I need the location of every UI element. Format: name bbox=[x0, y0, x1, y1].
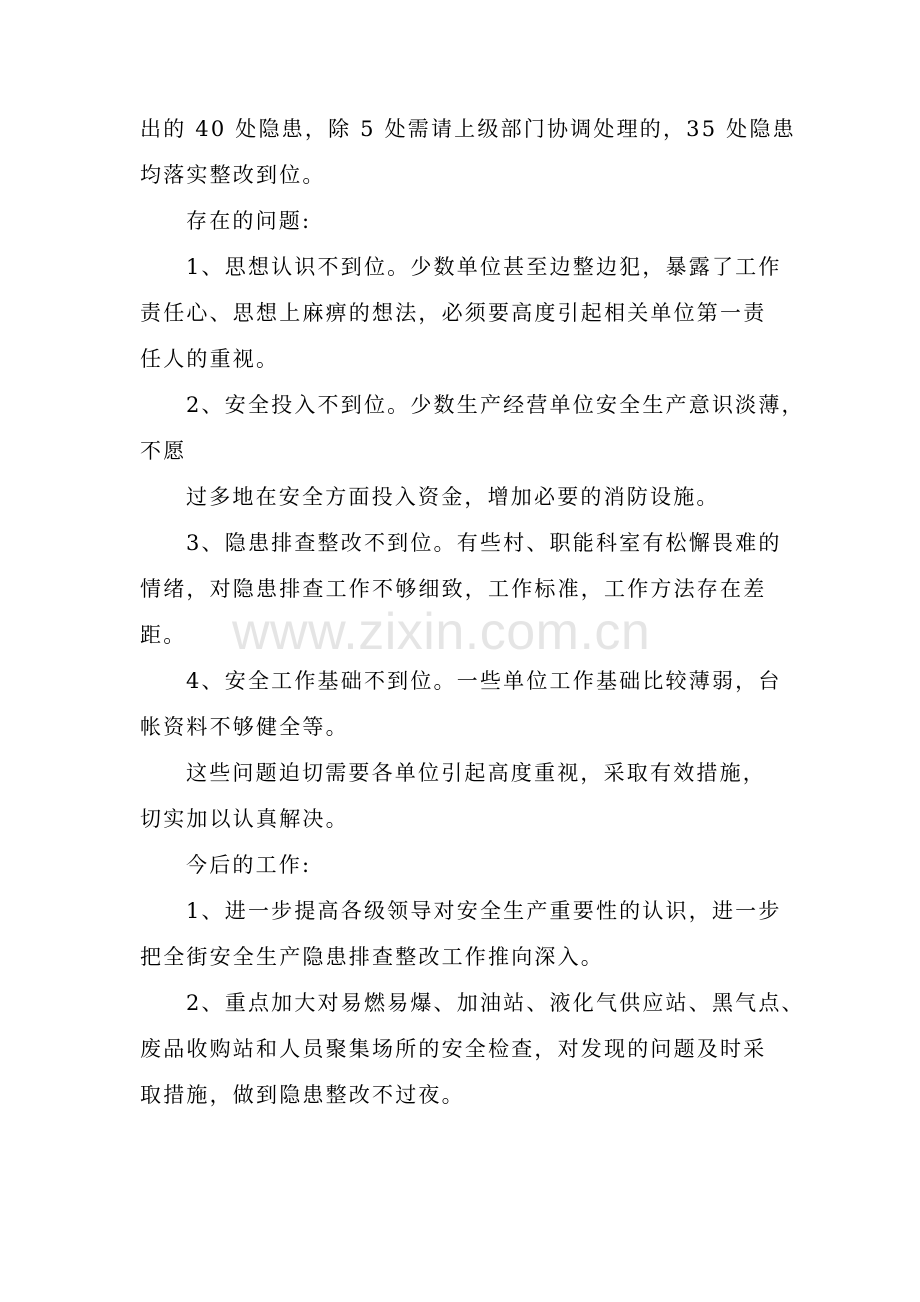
text-line: 帐资料不够健全等。 bbox=[140, 715, 349, 739]
text-line: 废品收购站和人员聚集场所的安全检查，对发现的问题及时采 bbox=[140, 1037, 767, 1061]
text-line: 3、隐患排查整改不到位。有些村、职能科室有松懈畏难的 bbox=[186, 531, 782, 555]
text-line: 4、安全工作基础不到位。一些单位工作基础比较薄弱，台 bbox=[186, 669, 782, 693]
text-line: 取措施，做到隐患整改不过夜。 bbox=[140, 1083, 465, 1107]
text-line: 责任心、思想上麻痹的想法，必须要高度引起相关单位第一责 bbox=[140, 301, 767, 325]
text-line: 均落实整改到位。 bbox=[140, 163, 326, 187]
section-heading-future-work: 今后的工作: bbox=[186, 853, 312, 877]
text-line: 情绪，对隐患排查工作不够细致，工作标准，工作方法存在差 bbox=[140, 577, 767, 601]
text-line: 任人的重视。 bbox=[140, 347, 280, 371]
text-line: 1、进一步提高各级领导对安全生产重要性的认识，进一步 bbox=[186, 899, 782, 923]
section-heading-problems: 存在的问题: bbox=[186, 209, 312, 233]
text-line: 2、重点加大对易燃易爆、加油站、液化气供应站、黑气点、 bbox=[186, 991, 805, 1015]
text-line: 把全街安全生产隐患排查整改工作推向深入。 bbox=[140, 945, 604, 969]
text-line: 切实加以认真解决。 bbox=[140, 807, 349, 831]
text-line: 出的 40 处隐患，除 5 处需请上级部门协调处理的，35 处隐患 bbox=[140, 117, 796, 141]
text-line: 2、安全投入不到位。少数生产经营单位安全生产意识淡薄， bbox=[186, 393, 805, 417]
text-line: 1、思想认识不到位。少数单位甚至边整边犯，暴露了工作 bbox=[186, 255, 782, 279]
text-line: 过多地在安全方面投入资金，增加必要的消防设施。 bbox=[186, 485, 720, 509]
document-body bbox=[140, 106, 805, 1118]
text-line: 这些问题迫切需要各单位引起高度重视，采取有效措施， bbox=[186, 761, 766, 785]
watermark: www.zixin.com.cn bbox=[232, 603, 651, 661]
text-line: 距。 bbox=[140, 623, 187, 647]
text-block bbox=[140, 106, 805, 1118]
text-line: 不愿 bbox=[140, 439, 187, 463]
